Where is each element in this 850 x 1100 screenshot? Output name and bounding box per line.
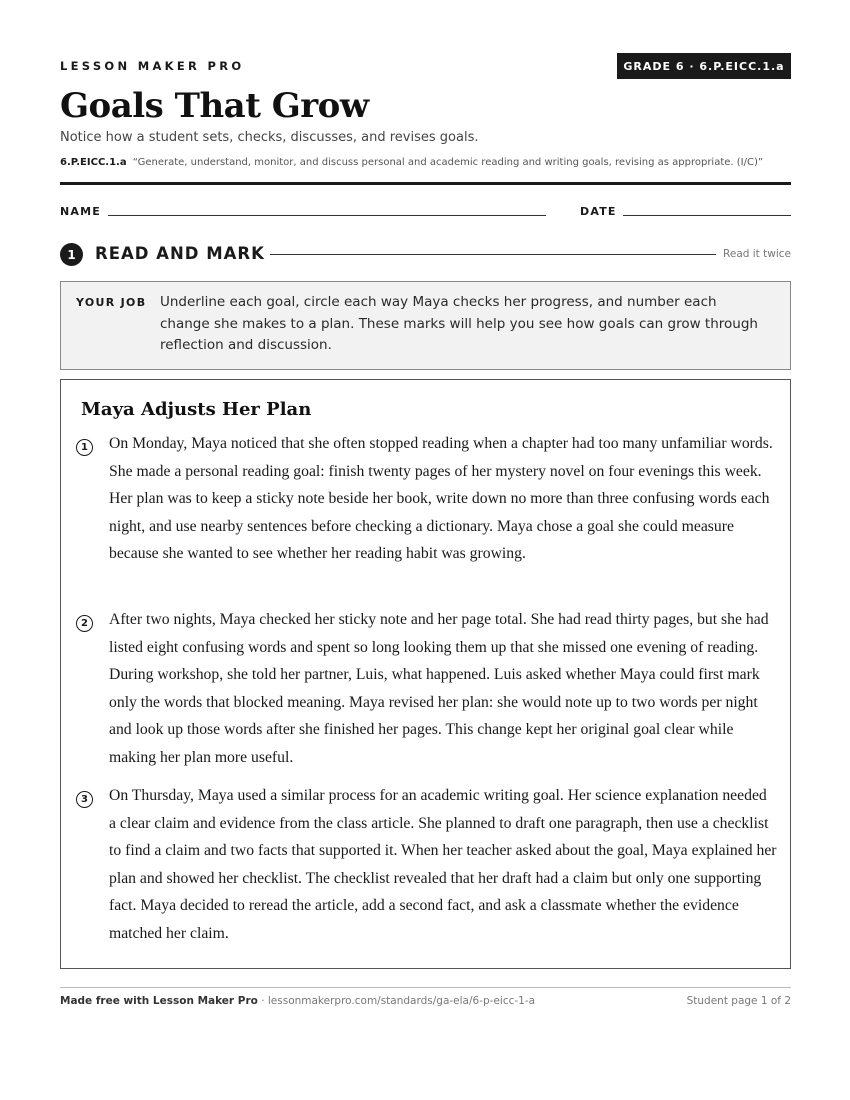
paragraph-text: On Thursday, Maya used a similar process for an academic writing goal. Her science explanation needed a clear claim and evidence from the class article. She planned to draft one paragraph, then use a checklist to find a claim and two facts that supported it. When her teacher asked about the goal, Maya explained her plan and showed her checklist. The checklist revealed that her draft had a claim but only one supporting fact. Maya decided to reread the article, add a second fact, and ask a classmate whether the evidence matched her claim. [109,787,777,942]
paragraph-number-icon: 1 [76,439,93,456]
footer-page-number: Student page 1 of 2 [686,995,791,1007]
page-subtitle: Notice how a student sets, checks, discusses, and revises goals. [60,130,479,145]
paragraph-text: After two nights, Maya checked her sticky note and her page total. She had read thirty pages, but she had listed eight confusing words and spent so long looking them up that she missed one evening of reading. During workshop, she told her partner, Luis, what happened. Luis asked whether Maya could first mark only the words that blocked meaning. Maya revised her plan: she would note up to two words per night and look up those words after she finished her pages. This change kept her original goal clear while making her plan more useful. [109,611,769,766]
section-title: READ AND MARK [95,244,265,263]
your-job-box [60,281,791,370]
your-job-text: Underline each goal, circle each way Maya checks her progress, and number each change she makes to a plan. These marks will help you see how goals can grow through reflection and discussion. [160,294,758,354]
standard-text: “Generate, understand, monitor, and discuss personal and academic reading and writing goals, revising as appropriate. (I/C)” [132,157,764,168]
grade-badge: GRADE 6 · 6.P.EICC.1.a [617,53,791,79]
footer-url[interactable]: · lessonmakerpro.com/standards/ga-ela/6-p-eicc-1-a [257,995,536,1007]
standard-line [60,157,763,168]
date-label: DATE [580,205,617,218]
footer-divider [60,987,791,988]
name-field-line[interactable] [108,215,546,216]
section-divider [270,254,716,255]
section-note: Read it twice [723,248,791,260]
standard-code: 6.P.EICC.1.a [60,157,127,168]
header-divider [60,182,791,185]
name-label: NAME [60,205,101,218]
passage-title: Maya Adjusts Her Plan [81,399,312,420]
date-field-line[interactable] [623,215,791,216]
paragraph-number-icon: 2 [76,615,93,632]
footer-credit [60,995,535,1007]
paragraph-number-icon: 3 [76,791,93,808]
your-job-label: YOUR JOB [76,296,147,309]
paragraph-text: On Monday, Maya noticed that she often stopped reading when a chapter had too many unfamiliar words. She made a personal reading goal: finish twenty pages of her mystery novel on four evenings this week. Her plan was to keep a sticky note beside her book, write down no more than three confusing words each night, and use nearby sentences before checking a dictionary. Maya chose a goal she could measure because she wanted to see whether her reading habit was growing. [109,435,773,562]
page-title: Goals That Grow [60,86,369,126]
worksheet-page [60,0,791,1100]
passage-box [60,379,791,969]
section-number-badge: 1 [60,243,83,266]
brand-name: LESSON MAKER PRO [60,59,245,73]
footer-made-with: Made free with Lesson Maker Pro [60,995,258,1007]
